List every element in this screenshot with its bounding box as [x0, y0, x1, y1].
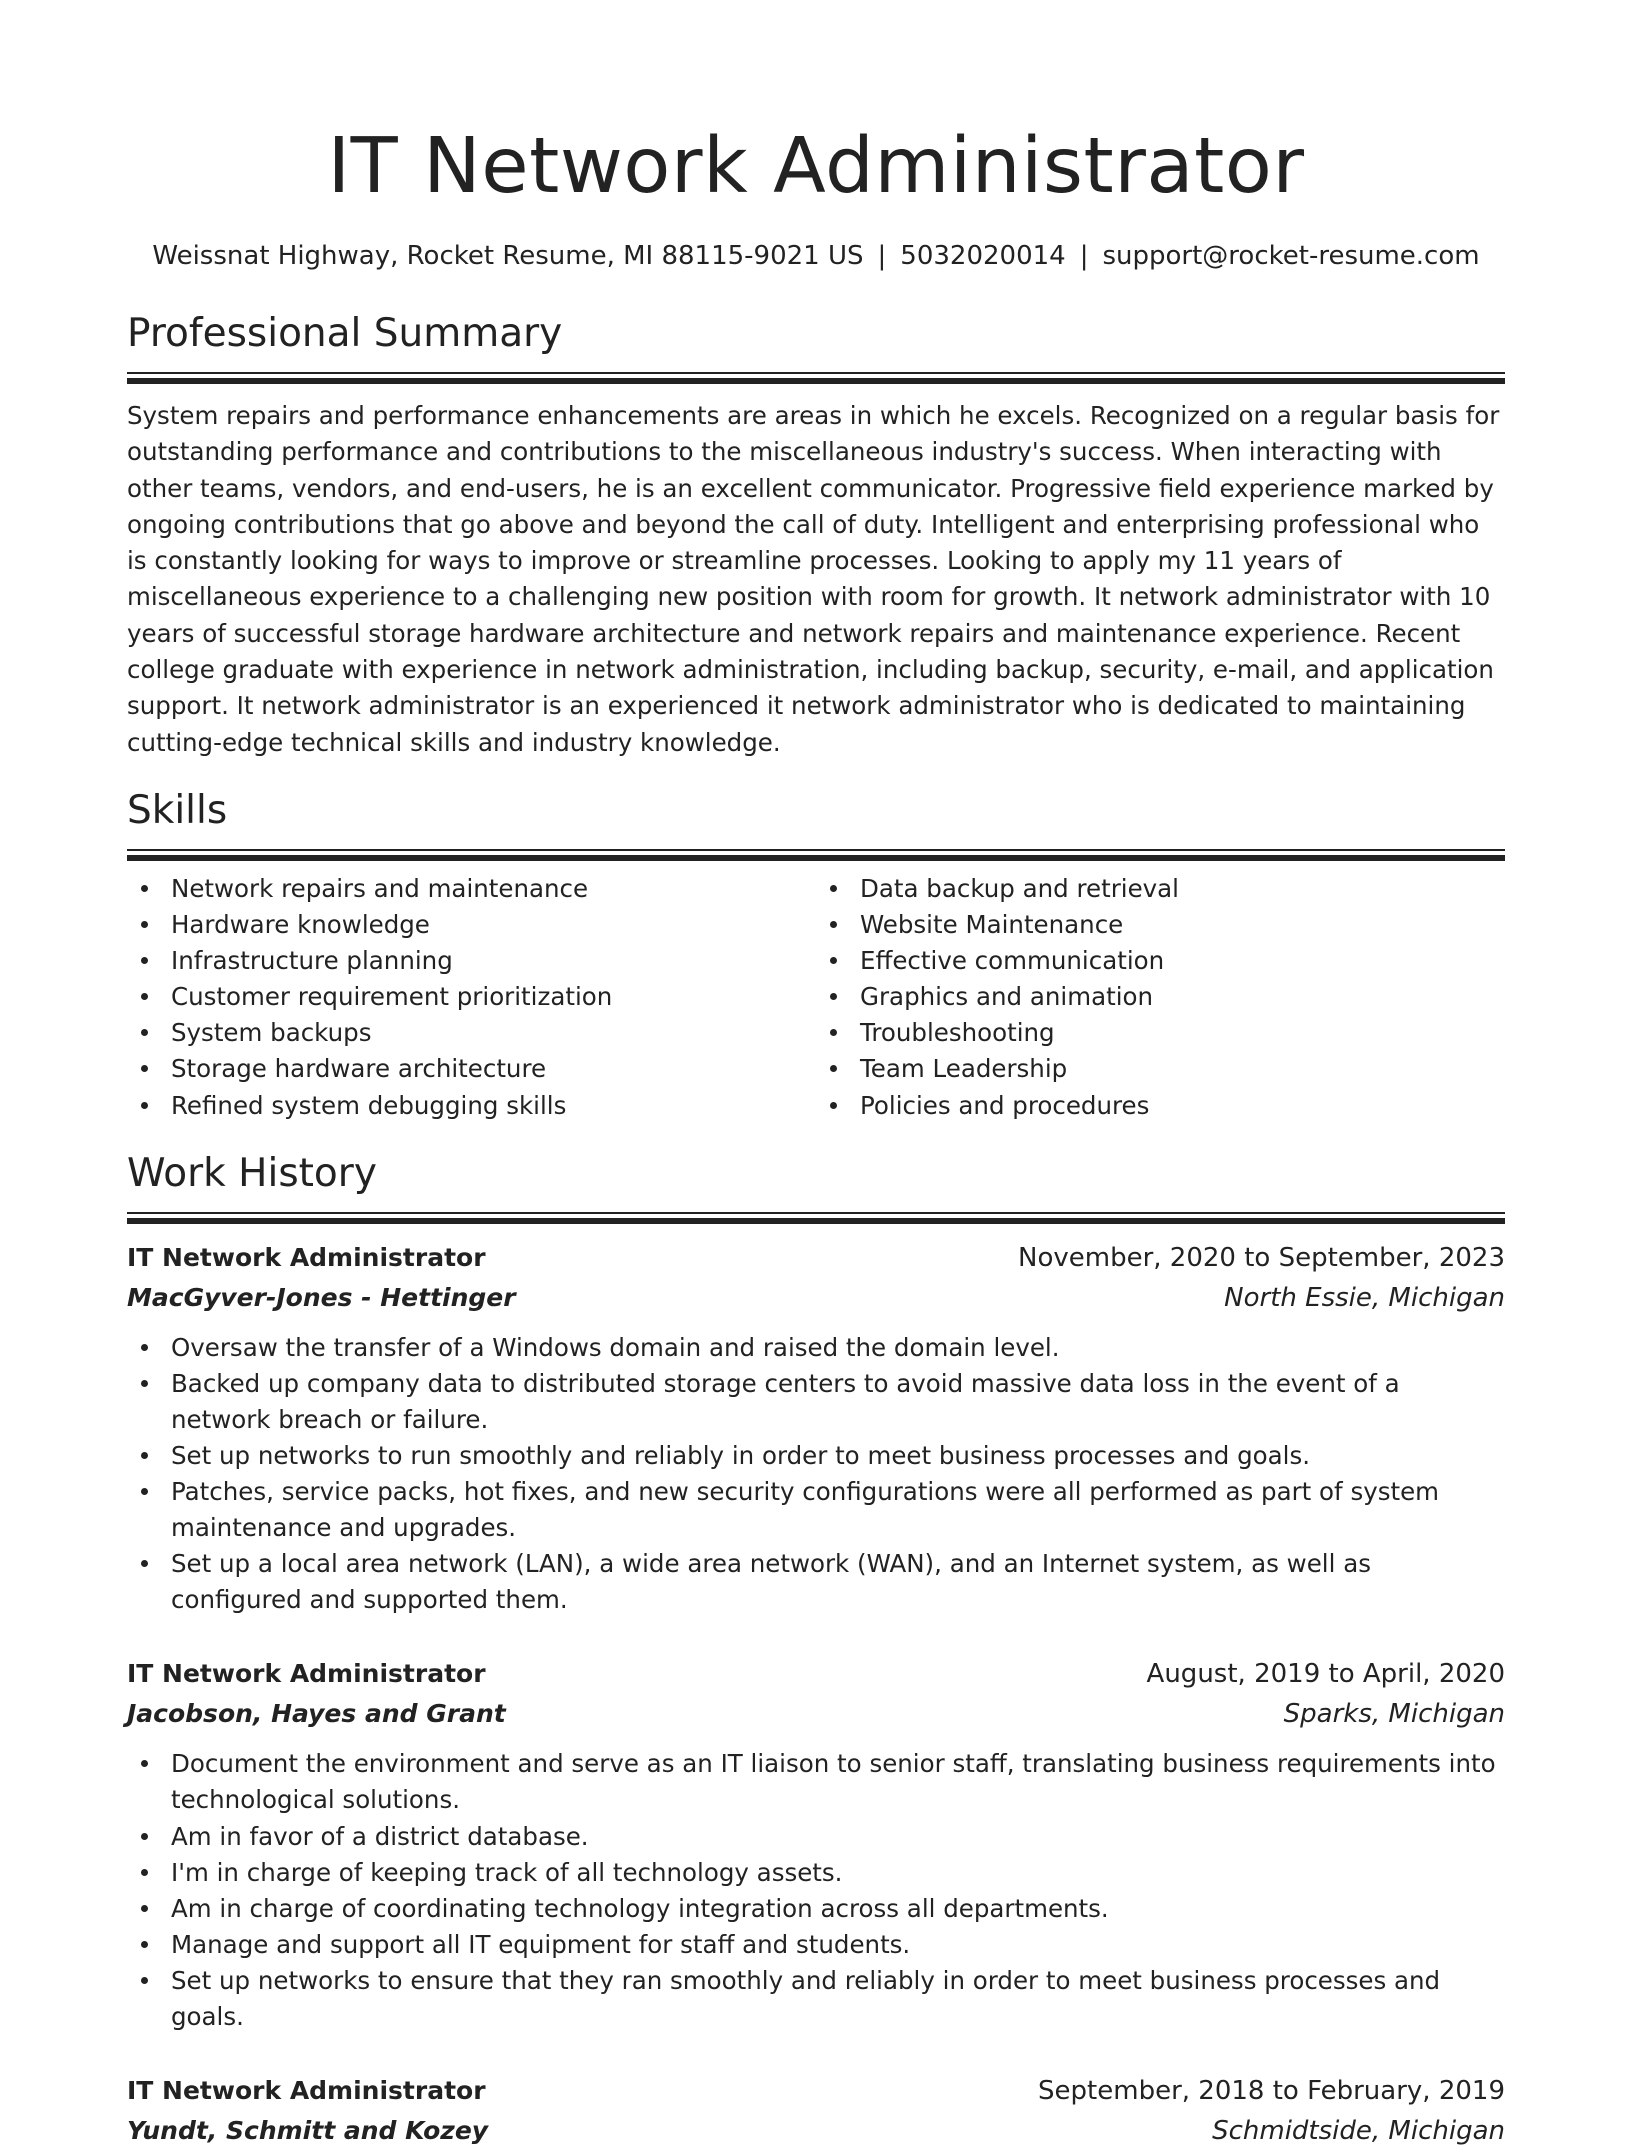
duty-item: Oversaw the transfer of a Windows domain and raised the domain level.	[127, 1330, 1505, 1366]
job-entry	[127, 2071, 1505, 2151]
section-title-work: Work History	[127, 1150, 377, 1196]
skills-section	[127, 785, 1505, 1124]
contact-line	[127, 238, 1505, 274]
section-divider	[127, 1212, 1505, 1224]
section-title-skills: Skills	[127, 787, 228, 833]
duty-item: Set up a local area network (LAN), a wide area network (WAN), and an Internet system, as well as configured and supported them.	[127, 1546, 1505, 1618]
contact-address: Weissnat Highway, Rocket Resume, MI 88115-9021 US	[152, 241, 864, 271]
duty-item: I'm in charge of keeping track of all technology assets.	[127, 1855, 1505, 1891]
work-history-section	[127, 1148, 1505, 2151]
skill-item: Hardware knowledge	[127, 907, 816, 943]
section-divider	[127, 372, 1505, 384]
duty-item: Am in favor of a district database.	[127, 1819, 1505, 1855]
skill-item: Troubleshooting	[816, 1015, 1505, 1051]
job-dates: September, 2018 to February, 2019	[1038, 2076, 1505, 2107]
duty-item: Am in charge of coordinating technology integration across all departments.	[127, 1891, 1505, 1927]
skill-item: Graphics and animation	[816, 979, 1505, 1015]
job-company: Jacobson, Hayes and Grant	[127, 1699, 506, 1729]
skills-column-left	[127, 871, 816, 1124]
contact-separator: |	[877, 241, 887, 271]
job-subheader	[127, 2111, 1505, 2151]
contact-separator: |	[1079, 241, 1089, 271]
job-duties	[127, 1330, 1505, 1619]
skill-item: Refined system debugging skills	[127, 1088, 816, 1124]
skill-item: Customer requirement prioritization	[127, 979, 816, 1015]
duty-item: Manage and support all IT equipment for staff and students.	[127, 1927, 1505, 1963]
skill-item: Policies and procedures	[816, 1088, 1505, 1124]
skill-item: Infrastructure planning	[127, 943, 816, 979]
job-title: IT Network Administrator	[127, 1242, 486, 1272]
duty-item: Patches, service packs, hot fixes, and new security configurations were all performed as part of system maintenance and upgrades.	[127, 1474, 1505, 1546]
summary-text: System repairs and performance enhancements are areas in which he excels. Recognized on a regular basis for outstanding performance and contributions to the miscellaneous industry's success. When interacting with other teams, vendors, and end-users, he is an excellent communicator. Progressive field experience marked by ongoing contributions that go above and beyond the call of duty. Intelligent and enterprising professional who is constantly looking for ways to improve or streamline processes. Looking to apply my 11 years of miscellaneous experience to a challenging new position with room for growth. It network administrator with 10 years of successful storage hardware architecture and network repairs and maintenance experience. Recent college graduate with experience in network administration, including backup, security, e-mail, and application support. It network administrator is an experienced it network administrator who is dedicated to maintaining cutting-edge technical skills and industry knowledge.	[127, 401, 1500, 757]
job-subheader	[127, 1278, 1505, 1318]
duty-item: Set up networks to ensure that they ran smoothly and reliably in order to meet business processes and goals.	[127, 1963, 1505, 2035]
section-title-summary: Professional Summary	[127, 311, 563, 356]
job-title: IT Network Administrator	[127, 1659, 486, 1689]
summary-section	[127, 308, 1505, 761]
job-company: MacGyver-Jones - Hettinger	[127, 1282, 516, 1312]
job-entry	[127, 1238, 1505, 1619]
skills-columns	[127, 871, 1505, 1124]
job-header	[127, 1654, 1505, 1694]
job-subheader	[127, 1694, 1505, 1734]
skills-column-right	[816, 871, 1505, 1124]
resume-name: IT Network Administrator	[327, 122, 1305, 211]
job-entry	[127, 1654, 1505, 2035]
skill-item: System backups	[127, 1015, 816, 1051]
section-divider	[127, 849, 1505, 861]
job-dates: August, 2019 to April, 2020	[1146, 1659, 1505, 1690]
skill-item: Network repairs and maintenance	[127, 871, 816, 907]
job-duties	[127, 1746, 1505, 2035]
duty-item: Document the environment and serve as an IT liaison to senior staff, translating business requirements into technological solutions.	[127, 1746, 1505, 1818]
contact-phone: 5032020014	[900, 241, 1066, 271]
skill-item: Website Maintenance	[816, 907, 1505, 943]
duty-item: Set up networks to run smoothly and reliably in order to meet business processes and goals.	[127, 1438, 1505, 1474]
skill-item: Storage hardware architecture	[127, 1051, 816, 1087]
duty-item: Backed up company data to distributed storage centers to avoid massive data loss in the event of a network breach or failure.	[127, 1366, 1505, 1438]
skill-item: Effective communication	[816, 943, 1505, 979]
job-company: Yundt, Schmitt and Kozey	[127, 2116, 489, 2146]
job-title: IT Network Administrator	[127, 2076, 486, 2106]
skill-item: Team Leadership	[816, 1051, 1505, 1087]
job-location: North Essie, Michigan	[1224, 1282, 1505, 1313]
job-location: Schmidtside, Michigan	[1212, 2116, 1505, 2147]
skill-item: Data backup and retrieval	[816, 871, 1505, 907]
job-dates: November, 2020 to September, 2023	[1018, 1242, 1505, 1273]
contact-email: support@rocket-resume.com	[1102, 241, 1480, 271]
job-location: Sparks, Michigan	[1283, 1699, 1505, 1730]
job-header	[127, 2071, 1505, 2111]
job-header	[127, 1238, 1505, 1278]
